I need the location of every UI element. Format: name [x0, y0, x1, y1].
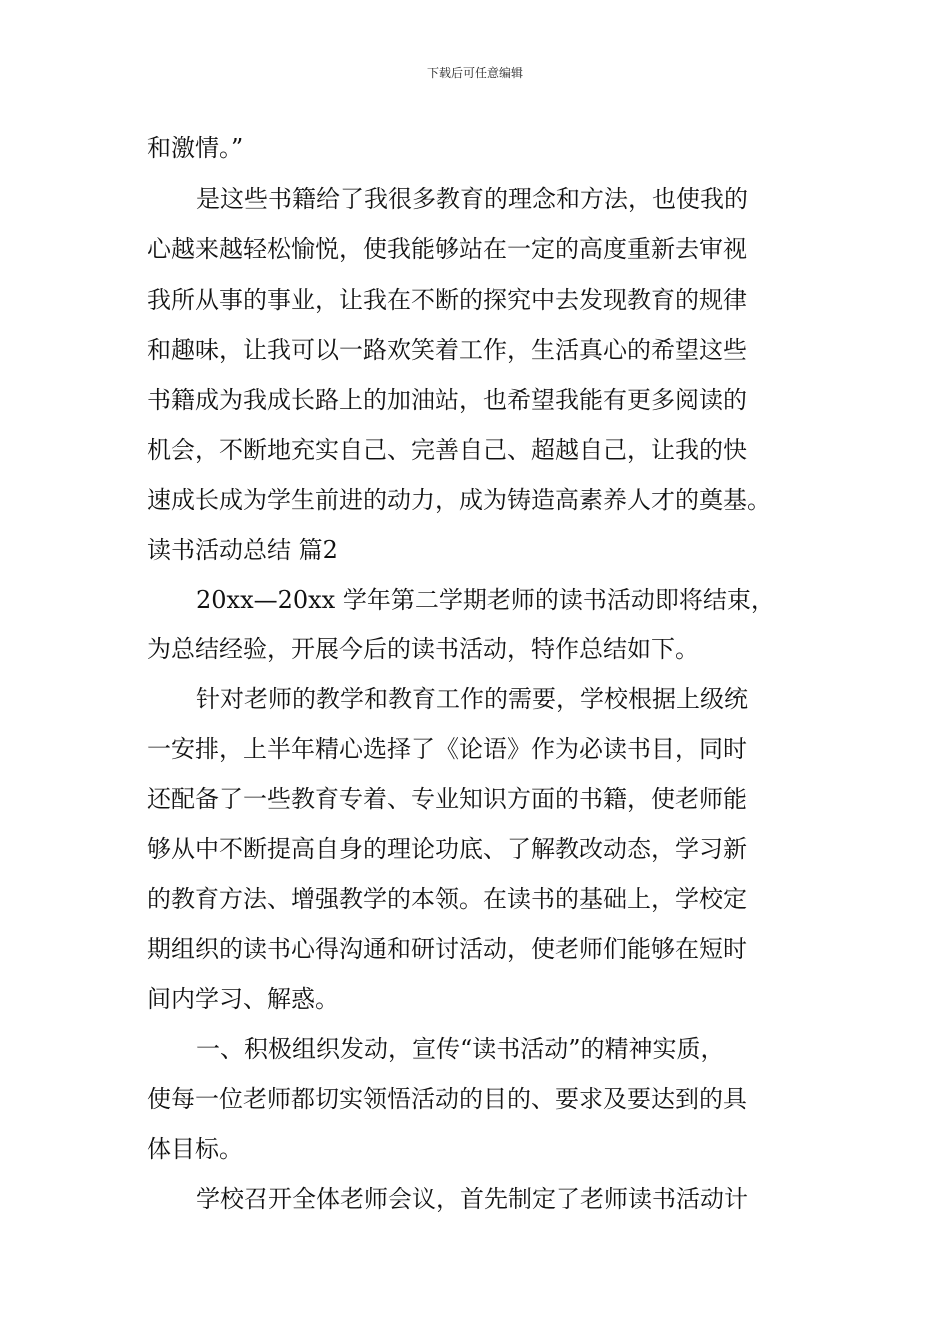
text-line: 我所从事的事业，让我在不断的探究中去发现教育的规律 [147, 286, 747, 314]
text-line: 一安排，上半年精心选择了《论语》作为必读书目，同时 [147, 735, 747, 763]
section-heading: 读书活动总结 篇2 [147, 536, 338, 564]
text-line: 间内学习、解惑。 [147, 985, 339, 1013]
text-line: 针对老师的教学和教育工作的需要，学校根据上级统 [196, 685, 748, 713]
text-line: 和激情。” [147, 134, 244, 162]
text-line: 期组织的读书心得沟通和研讨活动，使老师们能够在短时 [147, 935, 747, 963]
text-line: 一、积极组织发动，宣传“读书活动”的精神实质， [196, 1035, 725, 1063]
text-line: 和趣味，让我可以一路欢笑着工作，生活真心的希望这些 [147, 336, 747, 364]
text-line: 速成长成为学生前进的动力，成为铸造高素养人才的奠基。 [147, 486, 771, 514]
text-line: 的教育方法、增强教学的本领。在读书的基础上，学校定 [147, 885, 747, 913]
text-line: 心越来越轻松愉悦，使我能够站在一定的高度重新去审视 [147, 235, 747, 263]
text-line: 20xx—20xx 学年第二学期老师的读书活动即将结束， [196, 586, 775, 614]
text-line: 为总结经验，开展今后的读书活动，特作总结如下。 [147, 635, 699, 663]
text-line: 书籍成为我成长路上的加油站，也希望我能有更多阅读的 [147, 386, 747, 414]
text-line: 够从中不断提高自身的理论功底、了解教改动态，学习新 [147, 835, 747, 863]
text-line: 使每一位老师都切实领悟活动的目的、要求及要达到的具 [147, 1085, 747, 1113]
text-line: 学校召开全体老师会议，首先制定了老师读书活动计 [196, 1185, 748, 1213]
page-header: 下载后可任意编辑 [426, 66, 523, 80]
text-line: 还配备了一些教育专着、专业知识方面的书籍，使老师能 [147, 785, 747, 813]
text-line: 机会，不断地充实自己、完善自己、超越自己，让我的快 [147, 436, 747, 464]
text-line: 体目标。 [147, 1135, 243, 1163]
text-line: 是这些书籍给了我很多教育的理念和方法，也使我的 [196, 185, 748, 213]
